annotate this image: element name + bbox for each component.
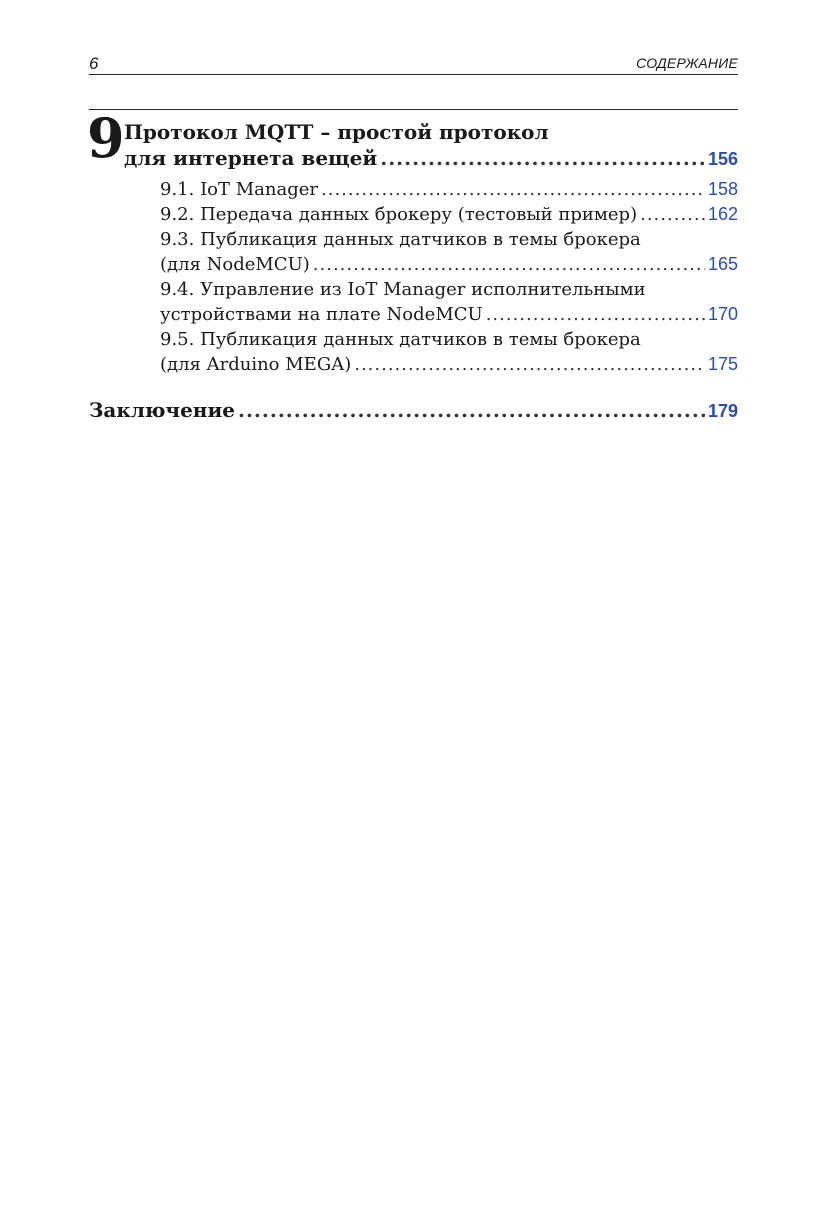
leader-dots (486, 304, 705, 325)
page-ref: 156 (707, 149, 738, 169)
toc-entry-9-1[interactable] (160, 179, 738, 200)
page-ref: 170 (707, 304, 738, 324)
toc-entry-9-4[interactable] (160, 304, 738, 325)
chapter-title-line2: для интернета вещей (124, 146, 378, 170)
page-ref: 165 (707, 254, 738, 274)
section-title-line2: (для Arduino MEGA) (160, 354, 352, 375)
page-number: 6 (89, 54, 99, 73)
toc-entry-9-5[interactable] (160, 354, 738, 375)
leader-dots (313, 254, 705, 275)
toc-entry-9-2[interactable] (160, 204, 738, 225)
toc-entry-chapter-9[interactable] (124, 146, 738, 170)
page-ref: 162 (707, 204, 738, 224)
conclusion-title: Заключение (89, 398, 235, 422)
toc-entry-9-3[interactable] (160, 254, 738, 275)
leader-dots (380, 146, 705, 170)
toc-entry-conclusion[interactable] (89, 398, 738, 422)
section-title: 9.2. Передача данных брокеру (тестовый пример) (160, 204, 638, 225)
chapter-rule (89, 109, 738, 110)
chapter-title-line1: Протокол MQTT – простой протокол (124, 120, 549, 144)
leader-dots (354, 354, 705, 375)
leader-dots (321, 179, 705, 200)
section-title: 9.1. IoT Manager (160, 179, 319, 200)
page-ref: 179 (707, 401, 738, 421)
page-ref: 175 (707, 354, 738, 374)
leader-dots (640, 204, 705, 225)
running-title: СОДЕРЖАНИЕ (636, 55, 738, 71)
section-title-line1: 9.4. Управление из IoT Manager исполнительными (160, 279, 646, 300)
page-ref: 158 (707, 179, 738, 199)
section-title-line2: (для NodeMCU) (160, 254, 310, 275)
leader-dots (238, 398, 705, 422)
running-header (89, 52, 738, 75)
section-title-line1: 9.3. Публикация данных датчиков в темы брокера (160, 229, 641, 250)
chapter-number: 9 (87, 106, 125, 170)
section-title-line1: 9.5. Публикация данных датчиков в темы брокера (160, 329, 641, 350)
section-title-line2: устройствами на плате NodeMCU (160, 304, 483, 325)
